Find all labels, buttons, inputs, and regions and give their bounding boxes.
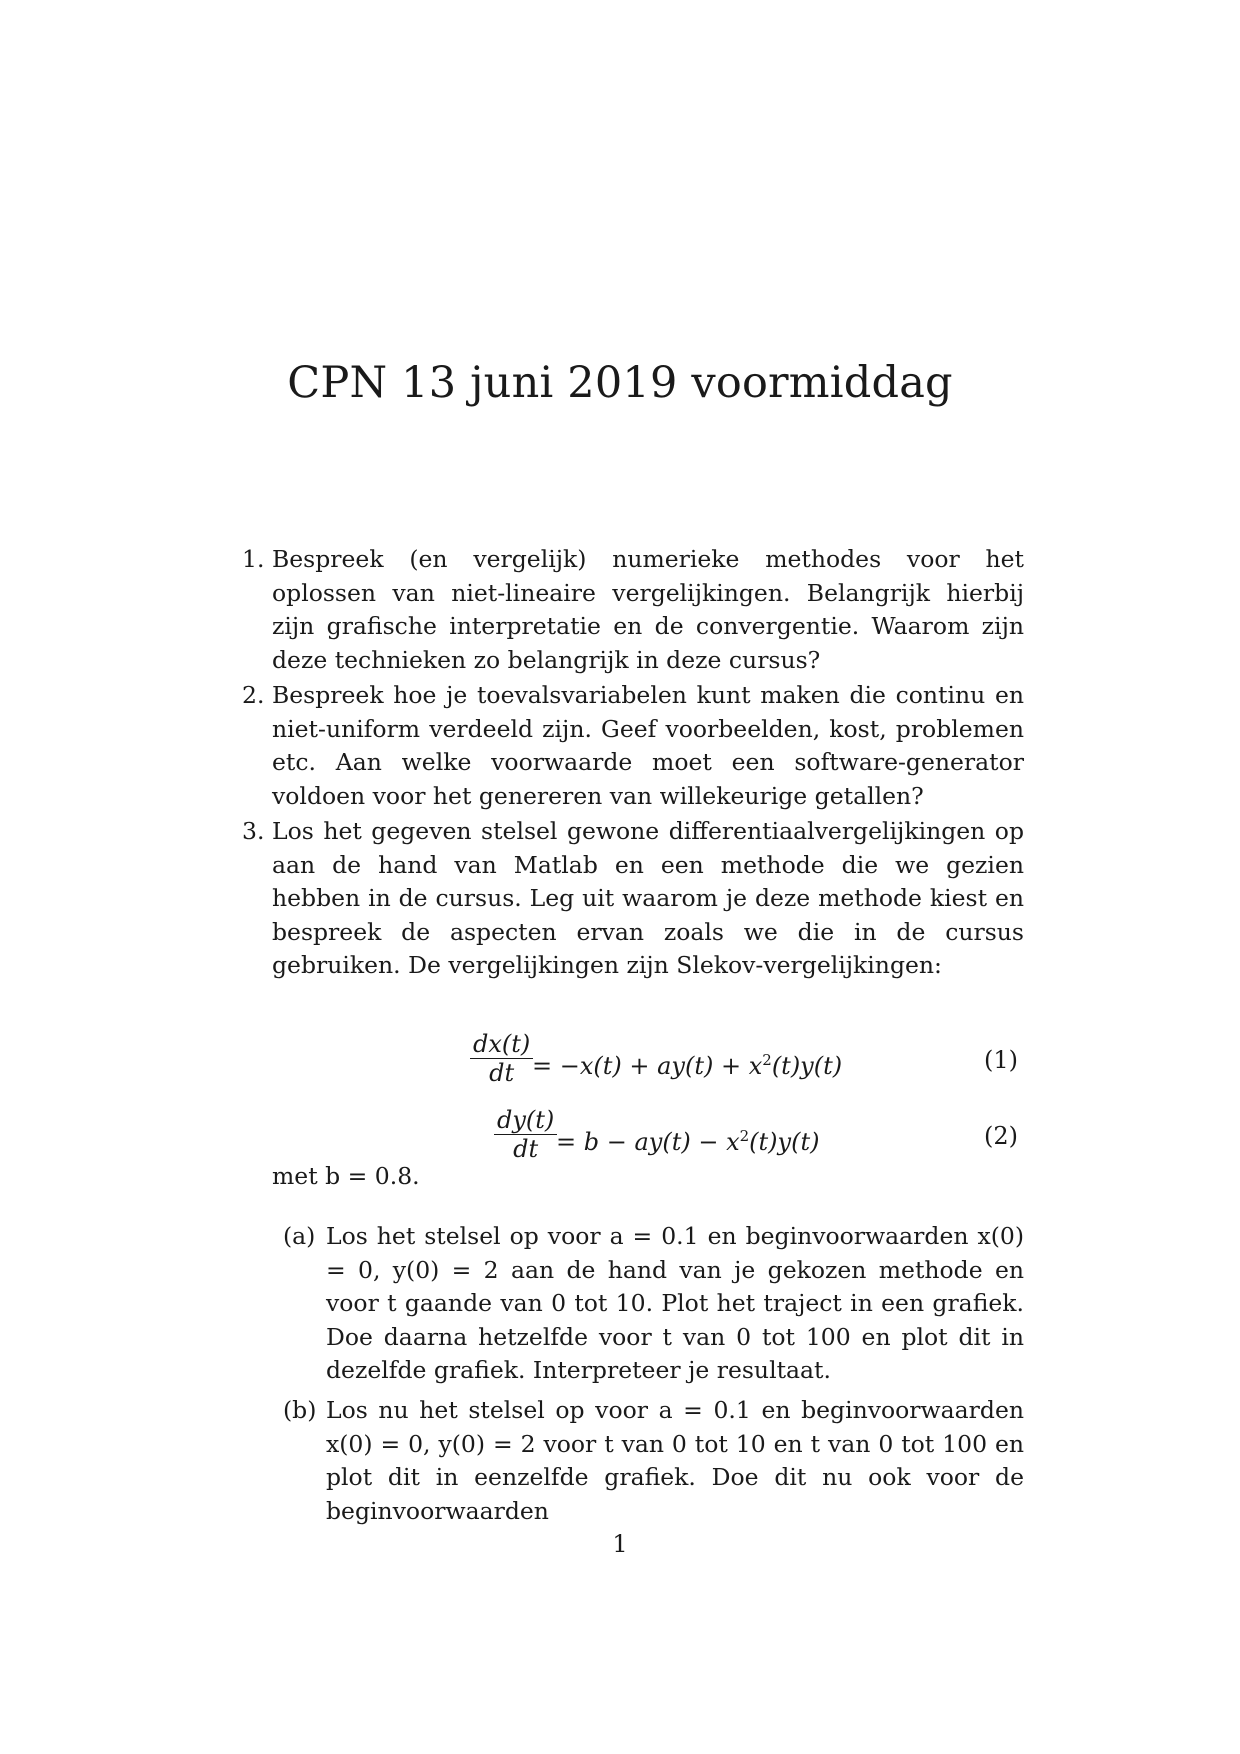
equation-2: [0, 1106, 1240, 1176]
rhs-part: (t)y(t): [749, 1128, 820, 1156]
fraction-denominator: dt: [513, 1135, 539, 1163]
equation-rhs: [532, 1046, 842, 1080]
question-text: Bespreek hoe je toevalsvariabelen kunt maken die continu en niet-uniform verdeeld zijn. Geef voorbeelden, kost, problemen etc. Aan welke voorwaarde moet een software-generator voldoen voor het genereren van willekeurige getallen?: [272, 681, 1024, 810]
rhs-exponent: 2: [762, 1051, 772, 1069]
page-number: 1: [612, 1530, 628, 1558]
subquestion-text: Los het stelsel op voor a = 0.1 en beginvoorwaarden x(0) = 0, y(0) = 2 aan de hand van je gekozen methode en voor t gaande van 0 tot 10. Plot het traject in een grafiek. Doe daarna hetzelfde voor t van 0 tot 100 en plot dit in dezelfde grafiek. Interpreteer je resultaat.: [326, 1222, 1024, 1384]
rhs-part: = −x(t) + ay(t) + x: [532, 1052, 763, 1080]
equation-rhs: [556, 1122, 819, 1156]
question-list: [242, 543, 1024, 983]
question-1: [242, 543, 1024, 677]
after-equations-text: met b = 0.8.: [272, 1162, 420, 1190]
rhs-part: = b − ay(t) − x: [556, 1128, 740, 1156]
equation-fraction: [494, 1106, 557, 1163]
rhs-part: (t)y(t): [771, 1052, 843, 1080]
subquestion-a: [283, 1220, 1024, 1384]
question-number: 2.: [242, 681, 265, 709]
question-text: Bespreek (en vergelijk) numerieke methodes voor het oplossen van niet-lineaire vergelijkingen. Belangrijk hierbij zijn grafische interpretatie en de convergentie. Waarom zijn deze technieken zo belangrijk in deze cursus?: [272, 545, 1024, 674]
subquestion-text: Los nu het stelsel op voor a = 0.1 en beginvoorwaarden x(0) = 0, y(0) = 2 voor t van 0 tot 10 en t van 0 tot 100 en plot dit in eenzelfde grafiek. Doe dit nu ook voor de beginvoorwaarden: [326, 1396, 1024, 1525]
rhs-exponent: 2: [739, 1127, 750, 1145]
question-2: [242, 679, 1024, 813]
subquestion-list: [272, 1220, 1024, 1528]
fraction-denominator: dt: [489, 1059, 515, 1087]
question-text: Los het gegeven stelsel gewone differentiaalvergelijkingen op aan de hand van Matlab en een methode die we gezien hebben in de cursus. Leg uit waarom je deze methode kiest en bespreek de aspecten ervan zoals we die in de cursus gebruiken. De vergelijkingen zijn Slekov-vergelijkingen:: [272, 817, 1024, 979]
equation-1: [0, 1030, 1240, 1100]
subquestion-label: (b): [283, 1396, 317, 1424]
equation-fraction: [470, 1030, 533, 1087]
question-3: [242, 815, 1024, 983]
question-number: 1.: [242, 545, 265, 573]
fraction-numerator: dy(t): [497, 1106, 555, 1134]
question-number: 3.: [242, 817, 265, 845]
equation-label: (1): [984, 1046, 1018, 1074]
page-title: CPN 13 juni 2019 voormiddag: [287, 358, 953, 408]
subquestion-b: [283, 1394, 1024, 1528]
equation-label: (2): [984, 1122, 1018, 1150]
subquestion-label: (a): [283, 1222, 316, 1250]
fraction-numerator: dx(t): [473, 1030, 531, 1058]
